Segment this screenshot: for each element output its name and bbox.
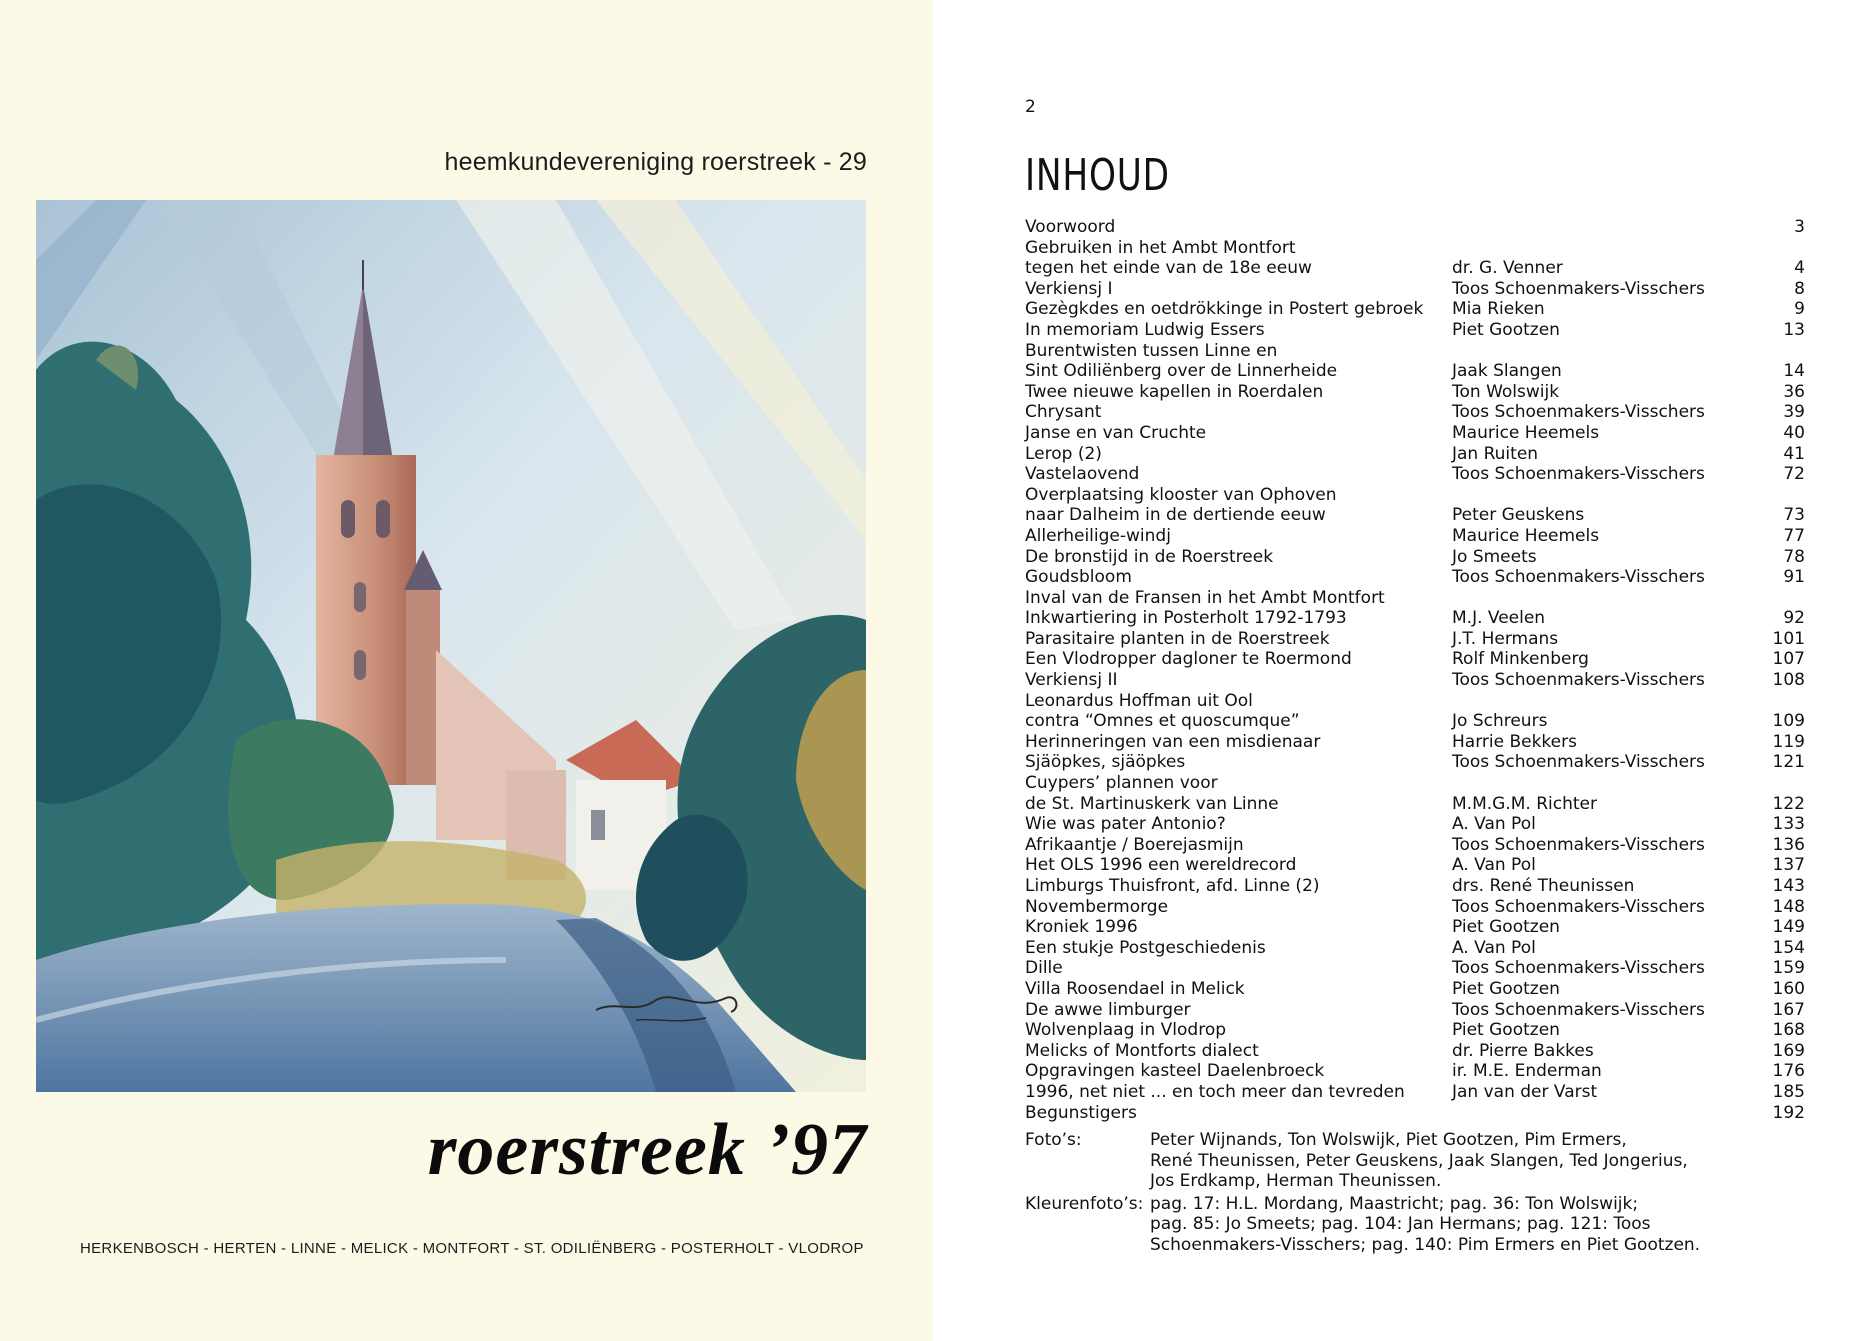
toc-entry-page: 148 — [1772, 896, 1805, 917]
toc-entry-title: De awwe limburger — [1025, 999, 1191, 1020]
toc-entry-title: Twee nieuwe kapellen in Roerdalen — [1025, 381, 1324, 402]
toc-row — [1025, 464, 1805, 485]
toc-entry-title: Herinneringen van een misdienaar — [1025, 731, 1321, 752]
toc-row — [1025, 1000, 1805, 1021]
toc-entry-title: Leonardus Hoffman uit Ool — [1025, 690, 1253, 711]
credit-text — [1150, 1130, 1805, 1192]
toc-entry-page: 73 — [1783, 505, 1805, 526]
credit-line: René Theunissen, Peter Geuskens, Jaak Slangen, Ted Jongerius, — [1150, 1150, 1688, 1171]
toc-entry-author: J.T. Hermans — [1452, 628, 1559, 649]
toc-entry-page: 77 — [1783, 525, 1805, 546]
toc-entry-author: Maurice Heemels — [1452, 525, 1600, 546]
photo-credits — [1025, 1130, 1805, 1257]
toc-row — [1025, 835, 1805, 856]
contents-heading: INHOUD — [1025, 150, 1170, 201]
toc-row — [1025, 711, 1805, 732]
toc-row — [1025, 1061, 1805, 1082]
toc-row — [1025, 279, 1805, 300]
toc-entry-title: Burentwisten tussen Linne en — [1025, 340, 1278, 361]
toc-row — [1025, 1020, 1805, 1041]
toc-entry-page: 101 — [1772, 628, 1805, 649]
toc-entry-page: 39 — [1783, 402, 1805, 423]
toc-row — [1025, 897, 1805, 918]
toc-entry-title: Parasitaire planten in de Roerstreek — [1025, 628, 1330, 649]
toc-entry-title: tegen het einde van de 18e eeuw — [1025, 258, 1312, 279]
toc-entry-author: Toos Schoenmakers-Visschers — [1452, 464, 1705, 485]
toc-entry-page: 136 — [1772, 834, 1805, 855]
toc-entry-author: A. Van Pol — [1452, 855, 1536, 876]
credit-text — [1150, 1194, 1805, 1256]
toc-entry-title: contra “Omnes et quoscumque” — [1025, 711, 1300, 732]
toc-row — [1025, 1103, 1805, 1124]
credit-label: Kleurenfoto’s: — [1025, 1193, 1144, 1214]
toc-entry-author: Piet Gootzen — [1452, 1020, 1560, 1041]
toc-row — [1025, 361, 1805, 382]
toc-entry-author: Ton Wolswijk — [1452, 381, 1560, 402]
credit-row — [1025, 1194, 1805, 1256]
toc-row — [1025, 588, 1805, 609]
toc-row — [1025, 217, 1805, 238]
toc-entry-title: 1996, net niet ... en toch meer dan tevreden — [1025, 1081, 1405, 1102]
toc-entry-page: 108 — [1772, 670, 1805, 691]
toc-entry-page: 121 — [1772, 752, 1805, 773]
credit-label: Foto’s: — [1025, 1130, 1082, 1150]
toc-entry-page: 169 — [1772, 1040, 1805, 1061]
toc-row — [1025, 670, 1805, 691]
toc-entry-page: 36 — [1783, 381, 1805, 402]
toc-entry-author: Toos Schoenmakers-Visschers — [1452, 278, 1705, 299]
toc-entry-title: De bronstijd in de Roerstreek — [1025, 546, 1274, 567]
credit-line: Peter Wijnands, Ton Wolswijk, Piet Gootzen, Pim Ermers, — [1150, 1130, 1627, 1150]
toc-entry-title: Inval van de Fransen in het Ambt Montfort — [1025, 587, 1385, 608]
credit-line: Jos Erdkamp, Herman Theunissen. — [1150, 1171, 1442, 1191]
toc-entry-author: Toos Schoenmakers-Visschers — [1452, 834, 1705, 855]
toc-entry-title: Cuypers’ plannen voor — [1025, 773, 1218, 794]
toc-entry-author: Toos Schoenmakers-Visschers — [1452, 752, 1705, 773]
toc-entry-author: Toos Schoenmakers-Visschers — [1452, 896, 1705, 917]
toc-entry-title: Begunstigers — [1025, 1102, 1137, 1123]
toc-entry-author: Jo Smeets — [1452, 546, 1537, 567]
toc-entry-page: 4 — [1794, 258, 1805, 279]
table-of-contents — [1025, 217, 1805, 1123]
toc-row — [1025, 979, 1805, 1000]
toc-entry-title: Sint Odiliënberg over de Linnerheide — [1025, 361, 1338, 382]
toc-row — [1025, 773, 1805, 794]
toc-entry-author: A. Van Pol — [1452, 937, 1536, 958]
toc-entry-title: Novembermorge — [1025, 896, 1169, 917]
toc-entry-page: 8 — [1794, 278, 1805, 299]
toc-entry-page: 40 — [1783, 422, 1805, 443]
toc-entry-title: Gezègkdes en oetdrökkinge in Postert gebroek — [1025, 299, 1424, 320]
toc-row — [1025, 608, 1805, 629]
toc-row — [1025, 526, 1805, 547]
toc-entry-page: 119 — [1772, 731, 1805, 752]
toc-entry-page: 107 — [1772, 649, 1805, 670]
toc-entry-author: Jaak Slangen — [1452, 361, 1562, 382]
toc-entry-title: Een Vlodropper dagloner te Roermond — [1025, 649, 1352, 670]
toc-entry-page: 143 — [1772, 876, 1805, 896]
toc-entry-author: dr. Pierre Bakkes — [1452, 1040, 1594, 1061]
toc-row — [1025, 1082, 1805, 1103]
toc-entry-author: Toos Schoenmakers-Visschers — [1452, 402, 1705, 423]
toc-entry-page: 78 — [1783, 546, 1805, 567]
contents-page — [933, 0, 1866, 1341]
toc-entry-title: Gebruiken in het Ambt Montfort — [1025, 237, 1296, 258]
cover-title: roerstreek ’97 — [427, 1109, 867, 1191]
toc-entry-title: Opgravingen kasteel Daelenbroeck — [1025, 1061, 1325, 1082]
toc-entry-page: 9 — [1794, 299, 1805, 320]
toc-entry-title: Villa Roosendael in Melick — [1025, 978, 1245, 999]
toc-entry-title: Overplaatsing klooster van Ophoven — [1025, 484, 1337, 505]
cover-painting — [36, 200, 866, 1092]
toc-entry-page: 92 — [1783, 608, 1805, 629]
toc-entry-title: Janse en van Cruchte — [1025, 422, 1207, 443]
toc-row — [1025, 814, 1805, 835]
toc-entry-author: Jan Ruiten — [1452, 443, 1539, 464]
toc-row — [1025, 649, 1805, 670]
toc-entry-author: Jan van der Varst — [1452, 1081, 1598, 1102]
toc-entry-title: Verkiensj II — [1025, 670, 1118, 691]
toc-entry-author: Mia Rieken — [1452, 299, 1545, 320]
toc-row — [1025, 423, 1805, 444]
toc-entry-title: Dille — [1025, 958, 1063, 979]
toc-entry-author: A. Van Pol — [1452, 814, 1536, 835]
toc-entry-title: Allerheilige-windj — [1025, 525, 1171, 546]
cover-series-label: heemkundevereniging roerstreek - 29 — [444, 148, 867, 176]
credit-line: pag. 17: H.L. Mordang, Maastricht; pag. 36: Ton Wolswijk; — [1150, 1193, 1639, 1214]
toc-entry-title: In memoriam Ludwig Essers — [1025, 319, 1265, 340]
toc-entry-title: Chrysant — [1025, 402, 1102, 423]
toc-row — [1025, 485, 1805, 506]
toc-entry-page: 137 — [1772, 855, 1805, 876]
toc-entry-author: Rolf Minkenberg — [1452, 649, 1589, 670]
toc-entry-author: Piet Gootzen — [1452, 319, 1560, 340]
toc-entry-page: 176 — [1772, 1061, 1805, 1082]
toc-entry-author: Maurice Heemels — [1452, 422, 1600, 443]
toc-entry-page: 167 — [1772, 999, 1805, 1020]
toc-row — [1025, 794, 1805, 815]
toc-entry-title: Kroniek 1996 — [1025, 917, 1138, 938]
toc-row — [1025, 341, 1805, 362]
toc-row — [1025, 938, 1805, 959]
toc-row — [1025, 320, 1805, 341]
toc-row — [1025, 691, 1805, 712]
toc-row — [1025, 505, 1805, 526]
credit-row — [1025, 1130, 1805, 1192]
toc-row — [1025, 567, 1805, 588]
toc-entry-author: Toos Schoenmakers-Visschers — [1452, 958, 1705, 979]
toc-entry-title: Limburgs Thuisfront, afd. Linne (2) — [1025, 876, 1320, 896]
toc-row — [1025, 752, 1805, 773]
toc-row — [1025, 238, 1805, 259]
toc-entry-author: M.J. Veelen — [1452, 608, 1546, 629]
toc-entry-page: 160 — [1772, 978, 1805, 999]
toc-entry-page: 91 — [1783, 567, 1805, 588]
toc-row — [1025, 258, 1805, 279]
toc-row — [1025, 732, 1805, 753]
church-watercolour-illustration — [36, 200, 866, 1092]
toc-entry-title: Inkwartiering in Posterholt 1792-1793 — [1025, 608, 1347, 629]
toc-entry-page: 72 — [1783, 464, 1805, 485]
toc-entry-author: ir. M.E. Enderman — [1452, 1061, 1602, 1082]
toc-row — [1025, 917, 1805, 938]
toc-entry-title: Afrikaantje / Boerejasmijn — [1025, 834, 1244, 855]
toc-row — [1025, 1041, 1805, 1062]
toc-entry-page: 14 — [1783, 361, 1805, 382]
toc-entry-page: 109 — [1772, 711, 1805, 732]
toc-entry-title: naar Dalheim in de dertiende eeuw — [1025, 505, 1326, 526]
toc-entry-page: 192 — [1772, 1102, 1805, 1123]
toc-entry-title: Wolvenplaag in Vlodrop — [1025, 1020, 1227, 1041]
toc-entry-page: 41 — [1783, 443, 1805, 464]
credit-line: pag. 85: Jo Smeets; pag. 104: Jan Hermans; pag. 121: Toos — [1150, 1214, 1651, 1234]
toc-row — [1025, 876, 1805, 897]
toc-entry-author: Toos Schoenmakers-Visschers — [1452, 567, 1705, 588]
credit-line: Schoenmakers-Visschers; pag. 140: Pim Ermers en Piet Gootzen. — [1150, 1234, 1701, 1255]
toc-entry-author: Jo Schreurs — [1452, 711, 1548, 732]
toc-entry-page: 185 — [1772, 1081, 1805, 1102]
toc-entry-page: 149 — [1772, 917, 1805, 938]
toc-entry-title: Het OLS 1996 een wereldrecord — [1025, 855, 1297, 876]
toc-entry-title: Verkiensj I — [1025, 278, 1113, 299]
toc-entry-page: 168 — [1772, 1020, 1805, 1041]
toc-row — [1025, 299, 1805, 320]
toc-entry-page: 122 — [1772, 793, 1805, 814]
toc-row — [1025, 402, 1805, 423]
toc-entry-author: M.M.G.M. Richter — [1452, 793, 1597, 814]
toc-entry-title: Wie was pater Antonio? — [1025, 814, 1226, 835]
toc-row — [1025, 444, 1805, 465]
toc-row — [1025, 382, 1805, 403]
toc-entry-title: Goudsbloom — [1025, 567, 1132, 588]
toc-entry-title: Sjäöpkes, sjäöpkes — [1025, 752, 1186, 773]
toc-entry-author: Toos Schoenmakers-Visschers — [1452, 999, 1705, 1020]
toc-entry-author: Toos Schoenmakers-Visschers — [1452, 670, 1705, 691]
toc-entry-author: Harrie Bekkers — [1452, 731, 1577, 752]
toc-entry-title: de St. Martinuskerk van Linne — [1025, 793, 1279, 814]
toc-entry-author: Piet Gootzen — [1452, 917, 1560, 938]
toc-entry-page: 3 — [1794, 217, 1805, 237]
toc-entry-page: 154 — [1772, 937, 1805, 958]
toc-entry-author: Piet Gootzen — [1452, 978, 1560, 999]
toc-entry-author: Peter Geuskens — [1452, 505, 1585, 526]
toc-entry-title: Melicks of Montforts dialect — [1025, 1040, 1259, 1061]
page-number: 2 — [1025, 97, 1036, 117]
toc-entry-author: drs. René Theunissen — [1452, 876, 1635, 896]
toc-entry-page: 159 — [1772, 958, 1805, 979]
toc-entry-page: 133 — [1772, 814, 1805, 835]
toc-entry-page: 13 — [1783, 319, 1805, 340]
toc-entry-title: Voorwoord — [1025, 217, 1116, 237]
toc-entry-title: Vastelaovend — [1025, 464, 1140, 485]
toc-row — [1025, 855, 1805, 876]
toc-row — [1025, 629, 1805, 650]
toc-entry-title: Een stukje Postgeschiedenis — [1025, 937, 1266, 958]
toc-row — [1025, 958, 1805, 979]
toc-entry-author: dr. G. Venner — [1452, 258, 1563, 279]
toc-row — [1025, 547, 1805, 568]
cover-places-list: HERKENBOSCH - HERTEN - LINNE - MELICK - MONTFORT - ST. ODILIËNBERG - POSTERHOLT - VLODROP — [80, 1240, 864, 1257]
toc-entry-title: Lerop (2) — [1025, 443, 1102, 464]
